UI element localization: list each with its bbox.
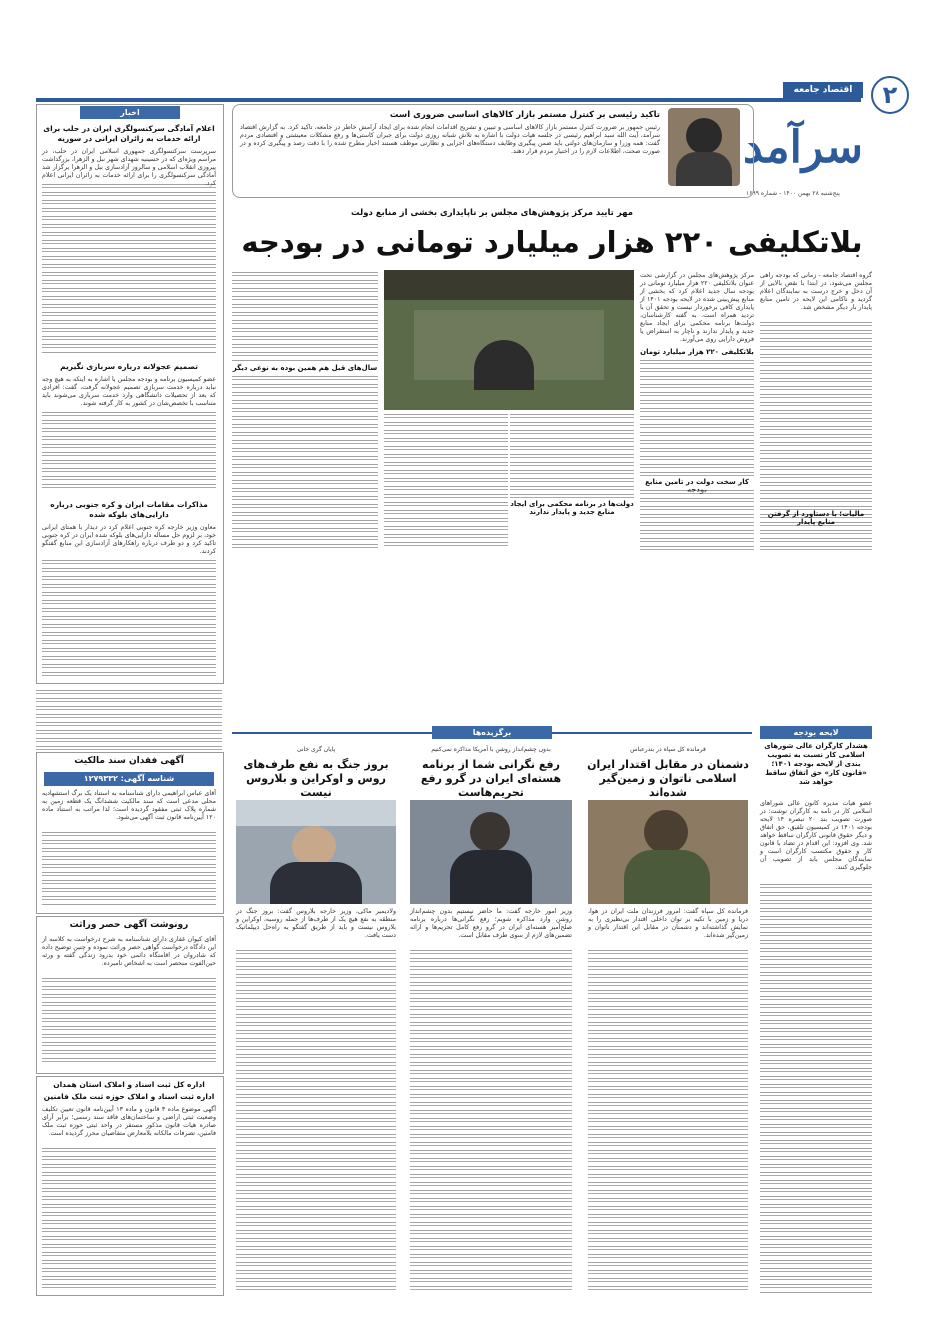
registry-subtitle: اداره ثبت اسناد و املاک حوزه ثبت ملک فامنین: [43, 1092, 215, 1101]
featured-body: ولادیمیر ماکی، وزیر خارجه بلاروس گفت: بروز جنگ در منطقه به نفع هیچ یک از طرف‌ها از جمله روسیه، اوکراین و بلاروس نیست و باید از طریق گفتگو به راه‌حل دیپلماتیک دست یافت.: [236, 908, 396, 939]
featured-title: دشمنان در مقابل اقتدار ایران اسلامی ناتوان و زمین‌گیر شده‌اند: [587, 758, 749, 799]
news-item-body: عضو کمیسیون برنامه و بودجه مجلس با اشاره به اینکه به هیچ وجه نباید درباره خدمت سربازی تصمیم عجولانه گرفت، گفت: افرادی که بعد از تحصیلات دانشگاهی وارد خدمت سربازی می‌شوند باید متناسب با تخصص‌شان در کشور به کار گرفته شوند.: [42, 376, 216, 407]
featured-header: برگزیده‌ها: [432, 726, 552, 739]
featured-title: بروز جنگ به نفع طرف‌های روس و اوکراین و بلاروس نیست: [243, 758, 389, 799]
masthead-date: پنج‌شنبه ۲۸ بهمن ۱۴۰۰ - شماره ۱۶۹۹: [746, 190, 840, 197]
featured-body: وزیر امور خارجه گفت: ما حاضر نیستیم بدون چشم‌انداز روشن وارد مذاکره شویم؛ رفع نگرانی‌ها درباره برنامه صلح‌آمیز هسته‌ای ایران در گرو رفع کامل تحریم‌ها و ارائه تضمین‌های لازم از سوی طرف مقابل است.: [410, 908, 572, 939]
main-story-col-3: [384, 414, 508, 550]
main-story-subhead: دولت‌ها در برنامه محکمی برای ایجاد منابع جدید و پایدار ندارند: [510, 500, 634, 516]
featured-kicker: بدون چشم‌انداز روشن با آمریکا مذاکره نمی‌کنیم: [431, 746, 551, 753]
featured-title: رفع نگرانی شما از برنامه هسته‌ای ایران در گرو رفع تحریم‌هاست: [420, 758, 562, 799]
featured-lines: [410, 950, 572, 1294]
news-item-text-lines: [42, 184, 216, 354]
budget-column-body: عضو هیات مدیره کانون عالی شوراهای اسلامی کار در نامه به کارگران نوشت: در صورت تصویب بند ۲۰ تبصره ۱۴ لایحه بودجه ۱۴۰۱ در کمیسیون تلفیق، حق اتفاق و دیگر حقوق قانونی کارگران ساقط خواهد شد. وی افزود: این اقدام در تضاد با قانون کار و حقوق مکتسب کارگران است و نمایندگان مجلس باید از تصویب آن جلوگیری کنند.: [760, 800, 872, 871]
featured-kicker: پایان گری خانی: [296, 746, 336, 753]
lost-deed-number: شناسه آگهی: ۱۲۷۹۳۳۲: [44, 772, 214, 786]
top-story-body: رئیس جمهور بر ضرورت کنترل مستمر بازار کالاهای اساسی و تبیین و تشریح اقدامات انجام شده برای ایجاد آرامش خاطر در جامعه، تاکید کرد. به گزارش اقتصاد سرآمد، آیت الله سید ابراهیم رئیسی در جلسه هیات دولت با اشاره به تلاش شبانه روزی دولت برای جبران کاستی‌ها و رفع مشکلات معیشتی و اقتصادی مردم گفت: همه وزرا و سازمان‌های دولتی باید ضمن پیگیری وظایف دستگاه‌های اجرایی و نظارتی موظف هستند اخبار مطرح شده را با دقت رصد و پیگیری کرده و در صورت صحت، اطلاعات لازم را در اختیار مردم قرار دهند.: [240, 124, 660, 155]
registry-body: آگهی موضوع ماده ۳ قانون و ماده ۱۳ آیین‌نامه قانون تعیین تکلیف وضعیت ثبتی اراضی و ساختمان‌های فاقد سند رسمی؛ برابر آرای صادره هیات قانون مذکور مستقر در واحد ثبتی حوزه ثبت ملک فامنین، تصرفات مالکانه بلامعارض متقاضیان محرز گردیده است.: [42, 1106, 216, 1137]
registry-lines: [42, 1148, 216, 1288]
main-story-headline: بلاتکلیفی ۲۲۰ هزار میلیارد تومانی در بودجه: [241, 225, 863, 259]
summons-body: آقای کیوان غفاری دارای شناسنامه به شرح درخواست به کلاسه از این دادگاه درخواست گواهی حصر وراثت نموده و چنین توضیح داده که شادروان در اقامتگاه دائمی خود بدرود زندگی گفته و ورثه حین‌الفوت منحصر است به اشخاص نامبرده.: [42, 936, 216, 967]
lost-deed-body: آقای عباس ابراهیمی دارای شناسنامه به استناد یک برگ استشهادیه محلی مدعی است که سند مالکیت ششدانگ یک قطعه زمین به شماره پلاک ثبتی مفقود گردیده است؛ لذا مراتب به استناد ماده ۱۲۰ آیین‌نامه قانون ثبت آگهی می‌شود.: [42, 790, 216, 821]
top-story-title: تاکید رئیسی بر کنترل مستمر بازار کالاهای اساسی ضروری است: [389, 110, 660, 120]
featured-lines: [588, 950, 748, 1294]
ads-top-lines: [36, 690, 222, 750]
main-story-subhead: کار سخت دولت در تامین منابع: [645, 478, 749, 486]
page-number: ۲: [882, 81, 898, 109]
news-item-title: اعلام آمادگی سرکنسولگری ایران در حلب برای ارائه خدمات به زائران ایرانی در سوریه: [43, 124, 215, 143]
budget-column-lines: [760, 884, 872, 1294]
commander-photo: [588, 800, 748, 904]
news-column-header: اخبار: [80, 106, 180, 119]
president-photo: [668, 108, 740, 186]
summons-title: رونوشت آگهی حصر وراثت: [69, 920, 189, 930]
news-item-text-lines: [42, 412, 216, 492]
section-title-bar: [783, 82, 863, 98]
featured-body: فرمانده کل سپاه گفت: امروز فرزندان ملت ایران در هوا، دریا و زمین با تکیه بر توان داخلی اقتدار بی‌نظیری را به نمایش گذاشته‌اند و دشمنان در مقابل این اقتدار ناتوان و زمین‌گیر شده‌اند.: [588, 908, 748, 939]
news-item-title: تصمیم عجولانه درباره سربازی نگیریم: [60, 362, 198, 371]
news-item-body: سرپرست سرکنسولگری جمهوری اسلامی ایران در حلب، در مراسم ویژه‌ای که در حسینیه شهدای شهر نبل و الزهرا، بزرگداشت پیروزی انقلاب اسلامی و سالروز آزادسازی نبل و الزهرا برگزار شد آمادگی سرکنسولگری را برای ارائه خدمات به زائران ایرانی اعلام: [42, 148, 216, 179]
featured-lines: [236, 950, 396, 1294]
news-item-title: مذاکرات مقامات ایران و کره جنوبی درباره دارایی‌های بلوکه شده: [50, 500, 208, 519]
main-story-subhead: سال‌های قبل هم همین بوده به نوعی دیگر: [232, 364, 378, 372]
news-item-text-lines: [42, 560, 216, 676]
main-story-subhead: بلاتکلیفی ۲۲۰ هزار میلیارد تومان: [640, 348, 754, 356]
minister-photo: [410, 800, 572, 904]
main-story-body: مرکز پژوهش‌های مجلس در گزارشی تحت عنوان بلاتکلیفی ۲۲۰ هزار میلیارد تومانی در بودجه سال جدید اعلام کرد که بخشی از منابع پیش‌بینی شده در لایحه بودجه ۱۴۰۱ از پایداری کافی برخوردار نیست و تحقق آن با تردید همراه است. به گفته کارشناسان، دولت‌ها برنامه محکمی برای ایجاد منابع جدید و پایدار ندارند و ناچار به استقراض یا فروش دارایی روی می‌آورند.: [640, 272, 755, 343]
main-story-lead: گروه اقتصاد جامعه - زمانی که بودجه راهی مجلس می‌شود، در ابتدا با نقص بالایی از آن دخل و خرج درست به نمایندگان اعلام گردید و ناکامی این لایحه در تامین منابع پایدار بار دیگر مشخص شد.: [760, 272, 872, 311]
summons-lines: [42, 978, 216, 1066]
lost-deed-title: آگهی فقدان سند مالکیت: [74, 756, 184, 766]
main-story-col-3b: [510, 414, 634, 498]
parliament-photo: [384, 270, 634, 410]
registry-title: اداره کل ثبت اسناد و املاک استان همدان: [53, 1080, 205, 1089]
budget-column-title: هشدار کارگران عالی شورهای اسلامی کار نسبت به تصویب بندی از لایحه بودجه ۱۴۰۱؛ «قانون کار» حق اتفاق ساقط خواهد شد: [764, 742, 868, 786]
belarus-minister-photo: [236, 800, 396, 904]
page-number-badge: [871, 76, 909, 114]
featured-kicker: فرمانده کل سپاه در بندرعباس: [630, 746, 706, 753]
main-story-col-4b: [232, 376, 378, 550]
lost-deed-lines: [42, 832, 216, 906]
header-rule: [36, 98, 861, 102]
main-story-subhead: مالیات؛ با دستاورد از گرفتن منابع پایدار: [767, 510, 865, 526]
budget-column-header: لایحه بودجه: [760, 726, 872, 739]
main-story-col-2: [640, 360, 754, 476]
news-item-body: معاون وزیر خارجه کره جنوبی اعلام کرد در دیدار با همتای ایرانی خود، بر لزوم حل مساله دارایی‌های بلوکه شده ایران در کره جنوبی تاکید کرد و دو طرف درباره راهکارهای آزادسازی این منابع گفتگو کردند.: [42, 524, 216, 555]
main-story-col-4: [232, 272, 378, 362]
masthead-logo: سرآمد: [742, 122, 863, 173]
main-story-col-2b: [640, 490, 754, 550]
section-title: اقتصاد جامعه: [793, 85, 853, 95]
main-story-kicker: مهر تایید مرکز پژوهش‌های مجلس بر ناپایداری بخشی از منابع دولت: [351, 208, 633, 218]
